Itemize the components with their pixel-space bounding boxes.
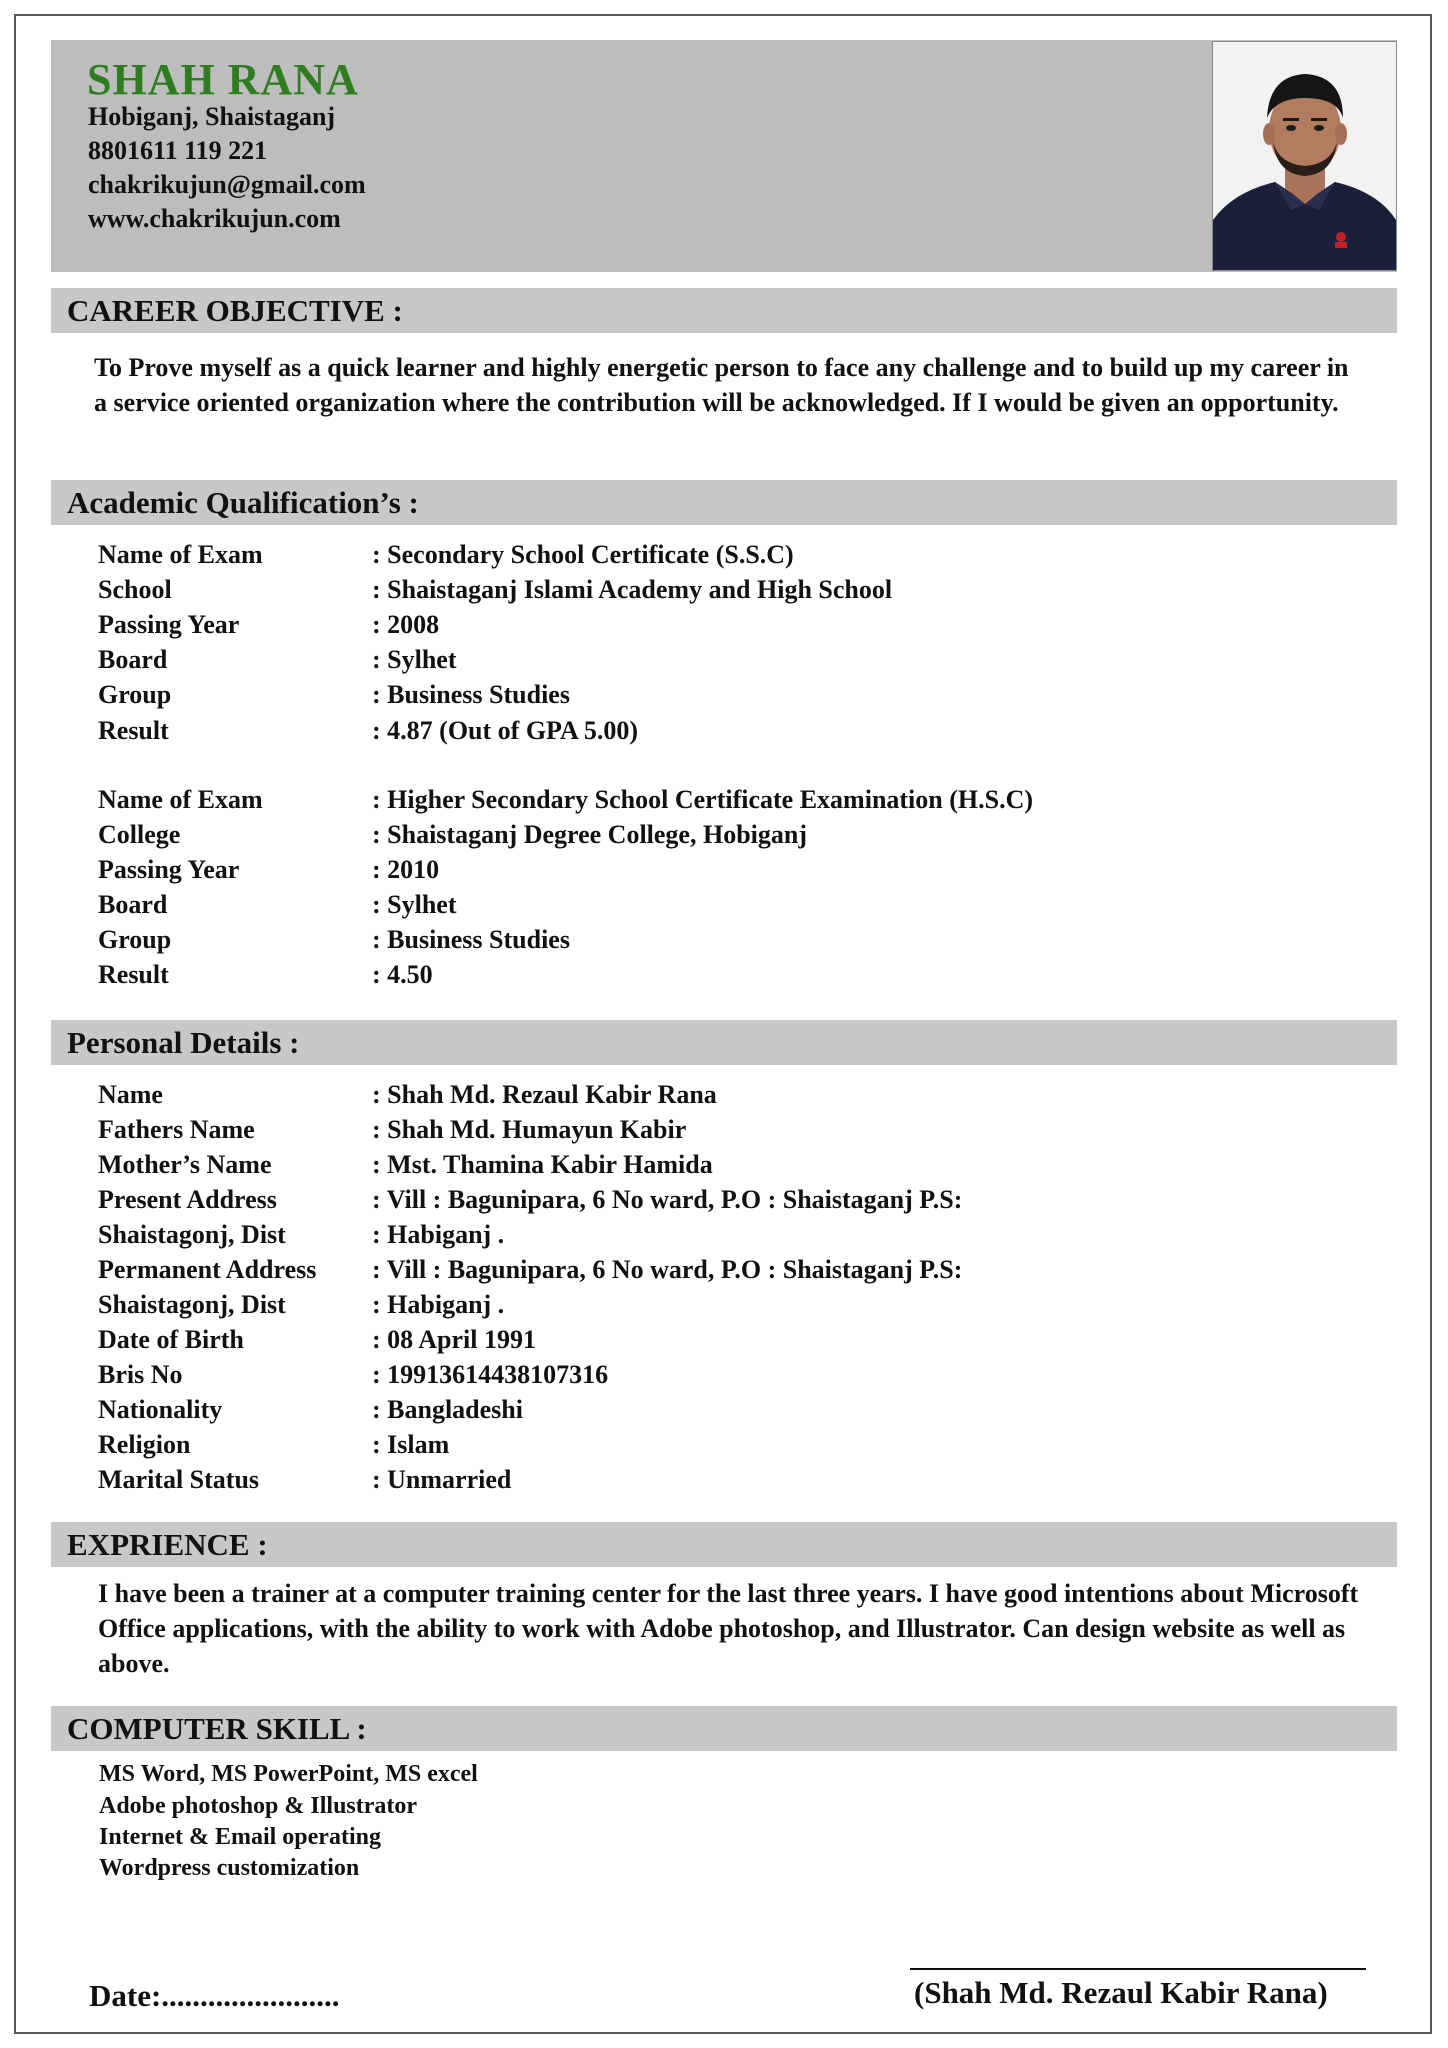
row-label: Name: [98, 1080, 163, 1109]
row-value: : Vill : Bagunipara, 6 No ward, P.O : Shaistaganj P.S:: [372, 1185, 963, 1214]
hsc-row: [98, 960, 1348, 994]
signature-name: (Shah Md. Rezaul Kabir Rana): [914, 1975, 1328, 2010]
career-objective-header: [51, 288, 1397, 333]
academic-header: [51, 480, 1397, 525]
row-label: Passing Year: [98, 610, 240, 639]
hsc-row: [98, 855, 1348, 889]
personal-row: [98, 1325, 1348, 1359]
row-label: Fathers Name: [98, 1115, 255, 1144]
row-value: : 4.87 (Out of GPA 5.00): [372, 716, 638, 745]
skill-item: Internet & Email operating: [99, 1824, 381, 1850]
row-value: : 2008: [372, 610, 440, 639]
row-label: Board: [98, 645, 168, 674]
row-value: : Islam: [372, 1430, 450, 1459]
personal-row: [98, 1360, 1348, 1394]
ssc-row: [98, 645, 1348, 679]
row-value: : 19913614438107316: [372, 1360, 609, 1389]
ssc-row: [98, 680, 1348, 714]
personal-row: [98, 1080, 1348, 1114]
row-label: Bris No: [98, 1360, 183, 1389]
hsc-row: [98, 925, 1348, 959]
row-value: : Unmarried: [372, 1465, 512, 1494]
row-label: School: [98, 575, 172, 604]
personal-row: [98, 1150, 1348, 1184]
row-label: Group: [98, 680, 172, 709]
row-label: Group: [98, 925, 172, 954]
row-value: : Shah Md. Humayun Kabir: [372, 1115, 687, 1144]
row-label: Passing Year: [98, 855, 240, 884]
row-value: : Bangladeshi: [372, 1395, 523, 1424]
experience-header: [51, 1522, 1397, 1567]
personal-row: [98, 1220, 1348, 1254]
row-label: Name of Exam: [98, 540, 263, 569]
ssc-row: [98, 575, 1348, 609]
row-label: Board: [98, 890, 168, 919]
skills-header: [51, 1706, 1397, 1751]
row-value: : Secondary School Certificate (S.S.C): [372, 540, 794, 569]
row-value: : Shaistaganj Islami Academy and High School: [372, 575, 893, 604]
personal-row: [98, 1395, 1348, 1429]
row-label: Shaistagonj, Dist: [98, 1220, 286, 1249]
personal-title: Personal Details :: [67, 1025, 300, 1060]
contact-website: www.chakrikujun.com: [88, 204, 341, 233]
row-value: : 08 April 1991: [372, 1325, 536, 1354]
date-field: Date:.......................: [89, 1978, 340, 2013]
row-label: Date of Birth: [98, 1325, 244, 1354]
row-label: Result: [98, 716, 169, 745]
row-value: : Business Studies: [372, 680, 570, 709]
row-value: : Sylhet: [372, 645, 457, 674]
skill-item: MS Word, MS PowerPoint, MS excel: [99, 1761, 478, 1787]
hsc-row: [98, 820, 1348, 854]
candidate-name: SHAH RANA: [87, 55, 359, 104]
skills-title: COMPUTER SKILL :: [67, 1711, 367, 1746]
career-objective-text: To Prove myself as a quick learner and highly energetic person to face any challenge and to build up my career in a service oriented organization where the contribution will be acknowledged. If I would be given an opportunity.: [94, 353, 1349, 417]
career-objective-title: CAREER OBJECTIVE :: [67, 293, 403, 328]
experience-text: I have been a trainer at a computer training center for the last three years. I have good intentions about Microsoft Office applications, with the ability to work with Adobe photoshop, and Illustrator. Can design website as well as above.: [98, 1579, 1359, 1678]
row-value: : Shah Md. Rezaul Kabir Rana: [372, 1080, 717, 1109]
row-value: : Habiganj .: [372, 1220, 505, 1249]
row-label: Shaistagonj, Dist: [98, 1290, 286, 1319]
row-value: : Mst. Thamina Kabir Hamida: [372, 1150, 713, 1179]
row-label: Permanent Address: [98, 1255, 317, 1284]
personal-header: [51, 1020, 1397, 1065]
personal-row: [98, 1255, 1348, 1289]
profile-photo: [1212, 41, 1397, 271]
row-label: Name of Exam: [98, 785, 263, 814]
experience-title: EXPRIENCE :: [67, 1527, 268, 1562]
row-label: College: [98, 820, 181, 849]
row-value: : Business Studies: [372, 925, 570, 954]
contact-email: chakrikujun@gmail.com: [88, 170, 366, 199]
row-value: : Vill : Bagunipara, 6 No ward, P.O : Shaistaganj P.S:: [372, 1255, 963, 1284]
row-value: : 2010: [372, 855, 440, 884]
ssc-row: [98, 540, 1348, 574]
row-label: Mother’s Name: [98, 1150, 272, 1179]
personal-row: [98, 1115, 1348, 1149]
skill-item: Wordpress customization: [99, 1855, 360, 1881]
personal-row: [98, 1185, 1348, 1219]
personal-row: [98, 1465, 1348, 1499]
row-value: : Higher Secondary School Certificate Examination (H.S.C): [372, 785, 1034, 814]
contact-phone: 8801611 119 221: [88, 136, 268, 165]
resume-header: [51, 40, 1397, 272]
row-value: : Sylhet: [372, 890, 457, 919]
ssc-row: [98, 716, 1348, 750]
row-label: Result: [98, 960, 169, 989]
personal-row: [98, 1430, 1348, 1464]
row-label: Present Address: [98, 1185, 277, 1214]
hsc-row: [98, 785, 1348, 819]
row-label: Marital Status: [98, 1465, 260, 1494]
personal-row: [98, 1290, 1348, 1324]
row-value: : Habiganj .: [372, 1290, 505, 1319]
row-label: Religion: [98, 1430, 191, 1459]
signature-line: [910, 1968, 1366, 1970]
row-value: : 4.50: [372, 960, 433, 989]
skill-item: Adobe photoshop & Illustrator: [99, 1793, 418, 1819]
row-label: Nationality: [98, 1395, 223, 1424]
hsc-row: [98, 890, 1348, 924]
ssc-row: [98, 610, 1348, 644]
contact-location: Hobiganj, Shaistaganj: [88, 102, 336, 131]
academic-title: Academic Qualification’s :: [67, 485, 419, 520]
row-value: : Shaistaganj Degree College, Hobiganj: [372, 820, 807, 849]
